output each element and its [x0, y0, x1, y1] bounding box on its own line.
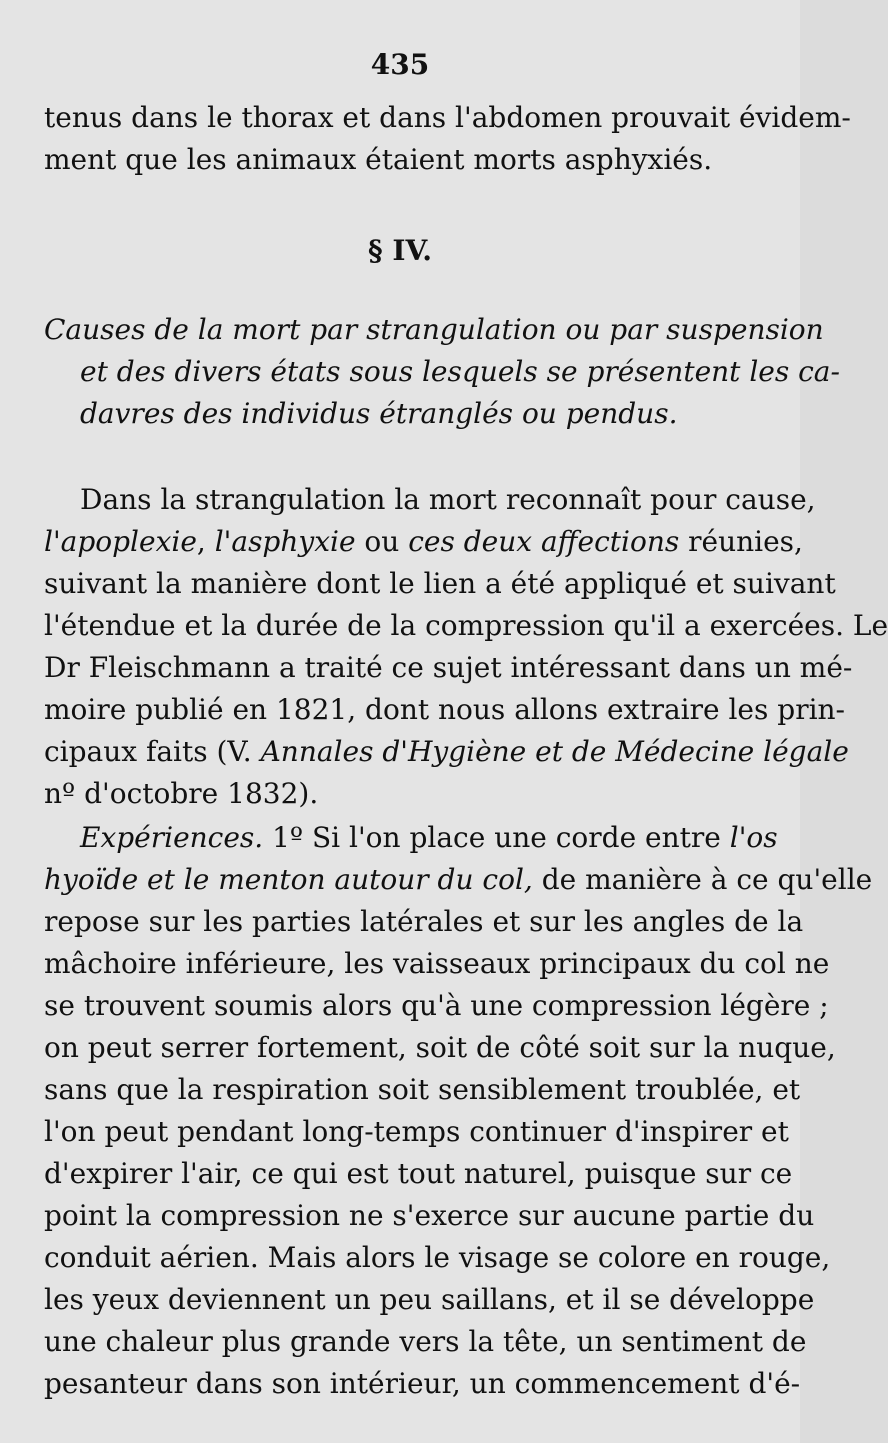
text-fragment: ou [355, 525, 409, 558]
text-line: tenus dans le thorax et dans l'abdomen prouvait évidem- [44, 101, 851, 134]
text-line: suivant la manière dont le lien a été appliqué et suivant [44, 567, 836, 600]
text-line: les yeux deviennent un peu saillans, et il se développe [44, 1283, 815, 1316]
text-line [80, 818, 778, 858]
italic-term: l'os [729, 821, 778, 854]
text-line: sans que la respiration soit sensiblement troublée, et [44, 1073, 801, 1106]
italic-term: l'asphyxie [214, 525, 356, 558]
text-line: Dr Fleischmann a traité ce sujet intéressant dans un mé- [44, 651, 853, 684]
text-line: conduit aérien. Mais alors le visage se colore en rouge, [44, 1241, 831, 1274]
text-line: d'expirer l'air, ce qui est tout naturel, puisque sur ce [44, 1157, 793, 1190]
text-fragment: 1º Si l'on place une corde entre [263, 821, 730, 854]
italic-term: l'apoplexie [44, 525, 197, 558]
text-line: Dans la strangulation la mort reconnaît pour cause, [80, 483, 816, 516]
text-line: mâchoire inférieure, les vaisseaux principaux du col ne [44, 947, 830, 980]
text-line [44, 860, 873, 900]
text-fragment: de manière à ce qu'elle [532, 863, 873, 896]
section-title-line: et des divers états sous lesquels se présentent les ca- [80, 355, 840, 388]
text-line [44, 732, 849, 772]
italic-citation: Annales d'Hygiène et de Médecine légale [260, 735, 849, 768]
italic-term: ces deux affections [408, 525, 680, 558]
section-heading: § IV. [367, 234, 433, 267]
text-line: se trouvent soumis alors qu'à une compression légère ; [44, 989, 829, 1022]
text-line: l'étendue et la durée de la compression qu'il a exercées. Le [44, 609, 888, 642]
text-line: pesanteur dans son intérieur, un commencement d'é- [44, 1367, 801, 1400]
text-line: une chaleur plus grande vers la tête, un sentiment de [44, 1325, 807, 1358]
text-fragment: réunies, [679, 525, 803, 558]
text-line [44, 522, 803, 562]
italic-term: Expériences. [80, 821, 264, 854]
text-line: nº d'octobre 1832). [44, 777, 319, 810]
text-fragment: , [196, 525, 215, 558]
page-number: 435 [370, 48, 430, 81]
section-title-line: Causes de la mort par strangulation ou par suspension [44, 313, 824, 346]
text-line: on peut serrer fortement, soit de côté soit sur la nuque, [44, 1031, 836, 1064]
text-line: moire publié en 1821, dont nous allons extraire les prin- [44, 693, 846, 726]
text-line: repose sur les parties latérales et sur les angles de la [44, 905, 804, 938]
italic-term: hyoïde et le menton autour du col, [44, 863, 533, 896]
text-line: point la compression ne s'exerce sur aucune partie du [44, 1199, 815, 1232]
text-line: l'on peut pendant long-temps continuer d'inspirer et [44, 1115, 789, 1148]
text-line: ment que les animaux étaient morts asphyxiés. [44, 143, 713, 176]
section-title-line: davres des individus étranglés ou pendus. [80, 397, 678, 430]
text-fragment: cipaux faits (V. [44, 735, 261, 768]
